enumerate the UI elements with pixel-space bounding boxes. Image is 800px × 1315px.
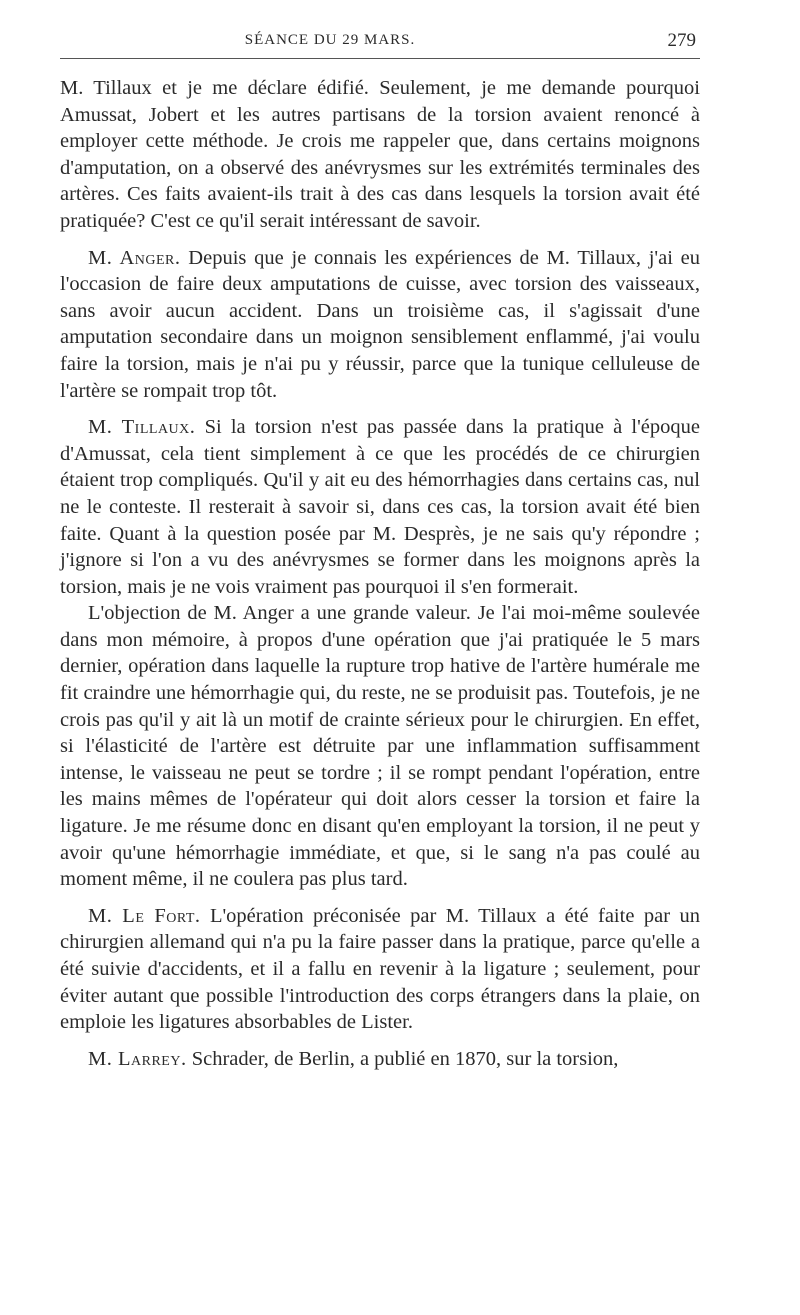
speaker-name: M. Anger. bbox=[88, 246, 181, 269]
paragraph-text: Si la torsion n'est pas passée dans la pratique à l'époque d'Amussat, cela tient simplement à ce que les procédés de ce chirurgien étaient trop compliqués. Qu'il y ait eu des hémorrhagies dans certains cas, nul ne le conteste. Il resterait à savoir si, dans ces cas, la torsion avait été bien faite. Quant à la question posée par M. Desprès, je ne sais qu'y répondre ; j'ignore si l'on a vu des anévrysmes se former dans les moignons après la torsion, mais je ne vois vraiment pas pourquoi il s'en formerait. bbox=[60, 416, 700, 598]
paragraph-text: L'opération préconisée par M. Tillaux a été faite par un chirurgien allemand qui n'a pu la faire passer dans la pratique, parce qu'elle a été suivie d'accidents, et il a fallu en revenir à la ligature ; seulement, pour éviter autant que possible l'introduction des corps étrangers dans la plaie, on emploie les ligatures absorbables de Lister. bbox=[60, 904, 700, 1034]
paragraph-tillaux-continued bbox=[60, 600, 700, 893]
paragraph-tillaux bbox=[60, 414, 700, 600]
page-header bbox=[60, 30, 700, 59]
paragraph-text: L'objection de M. Anger a une grande valeur. Je l'ai moi-même soulevée dans mon mémoire, à propos d'une opération que j'ai pratiquée le 5 mars dernier, opération dans laquelle la rupture trop hative de l'artère humérale me fit craindre une hémorrhagie qui, du reste, ne se produisit pas. Toutefois, je ne crois pas qu'il y ait là un motif de crainte sérieux pour le chirurgien. En effet, si l'élasticité de l'artère est détruite par une inflammation suffisamment intense, le vaisseau ne peut se tordre ; il se rompt pendant l'opération, entre les mains mêmes de l'opérateur qui doit alors cesser la torsion et faire la ligature. Je me résume donc en disant qu'en employant la torsion, il ne peut y avoir qu'une hémorrhagie immédiate, et que, si le sang n'a pas coulé au moment même, il ne coulera pas plus tard. bbox=[60, 602, 700, 891]
speaker-name: M. Le Fort. bbox=[88, 904, 201, 927]
paragraph-text: Depuis que je connais les expériences de M. Tillaux, j'ai eu l'occasion de faire deux amputations de cuisse, avec torsion des vaisseaux, sans avoir aucun accident. Dans un troisième cas, il s'agissait d'une amputation secondaire dans un moignon sensiblement enflammé, j'ai voulu faire la torsion, mais je n'ai pu y réussir, parce que la tunique celluleuse de l'artère se rompait trop tôt. bbox=[60, 246, 700, 402]
paragraph-larrey bbox=[60, 1046, 700, 1073]
paragraph-continuation bbox=[60, 75, 700, 235]
speaker-name: M. Tillaux. bbox=[88, 416, 196, 439]
body-text bbox=[60, 75, 700, 1072]
speaker-name: M. Larrey. bbox=[88, 1047, 187, 1070]
paragraph-le-fort bbox=[60, 903, 700, 1036]
paragraph-anger bbox=[60, 245, 700, 405]
running-head: SÉANCE DU 29 MARS. bbox=[244, 32, 416, 48]
page-number: 279 bbox=[667, 30, 696, 51]
paragraph-text: Schrader, de Berlin, a publié en 1870, sur la torsion, bbox=[186, 1047, 619, 1070]
document-page bbox=[60, 0, 700, 1315]
paragraph-text: M. Tillaux et je me déclare édifié. Seulement, je me demande pourquoi Amussat, Jobert et les autres partisans de la torsion avaient renoncé à employer cette méthode. Je crois me rappeler que, dans certains moignons d'amputation, on a observé des anévrysmes sur les extrémités terminales des artères. Ces faits avaient-ils trait à des cas dans lesquels la torsion avait été pratiquée? C'est ce qu'il serait intéressant de savoir. bbox=[60, 77, 700, 232]
